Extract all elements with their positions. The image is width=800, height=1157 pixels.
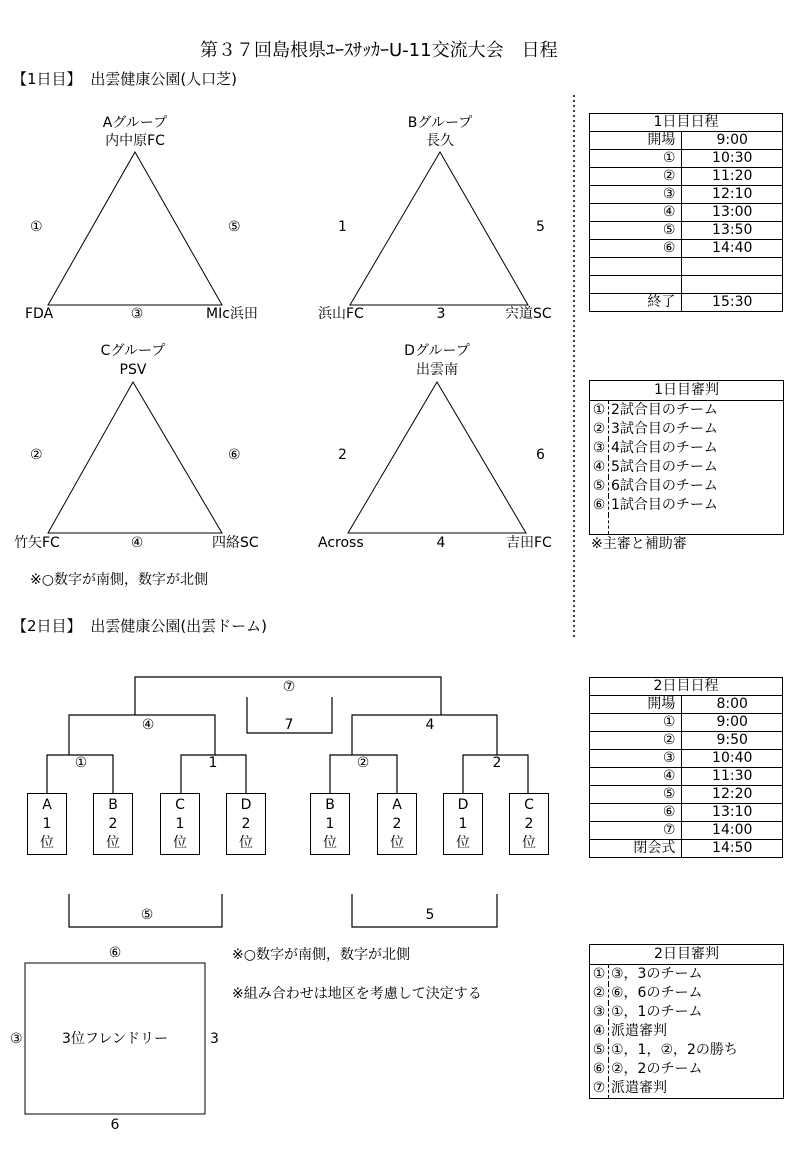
schedule-row (590, 786, 783, 804)
final-south-num: ⑦ (282, 679, 296, 695)
schedule-key: ① (590, 150, 682, 168)
friendly-bottom-num: 6 (110, 1117, 120, 1133)
schedule-key: ③ (590, 186, 682, 204)
group-a-name: Aグループ (102, 115, 168, 131)
referee-row (590, 984, 783, 1003)
schedule-key: ⑥ (590, 240, 682, 258)
schedule-key: 終了 (590, 294, 682, 312)
team-box (27, 793, 67, 855)
schedule-key: ④ (590, 204, 682, 222)
schedule-row (590, 714, 783, 732)
schedule-key: ② (590, 732, 682, 750)
team-box (377, 793, 417, 855)
group-b-left-num: 1 (338, 219, 347, 235)
group-d-left-num: 2 (338, 447, 347, 463)
schedule-key: ⑤ (590, 786, 682, 804)
group-b-left-team: 浜山FC (318, 306, 364, 322)
referee-assign: 2試合目のチーム (611, 402, 718, 418)
friendly-top-num: ⑥ (108, 945, 122, 961)
schedule-row (590, 222, 783, 240)
day1-venue: 出雲健康公園(人口芝) (90, 70, 238, 88)
group-a-bottom-num: ③ (130, 306, 144, 322)
schedule-row (590, 804, 783, 822)
referee-match: ② (590, 984, 609, 1003)
schedule-time: 13:00 (682, 204, 783, 222)
referee-row (590, 1060, 783, 1079)
team-box-text: 1 (325, 816, 335, 832)
referee-match: ⑤ (590, 1041, 609, 1060)
schedule-time: 10:40 (682, 750, 783, 768)
schedule-key: 開場 (590, 132, 682, 150)
group-a-top: 内中原FC (105, 133, 165, 149)
lower-left-num: ⑤ (140, 907, 154, 923)
schedule-key: 開場 (590, 696, 682, 714)
referee-row (590, 477, 783, 496)
day1-referee-box (589, 380, 784, 535)
group-c-top: PSV (119, 362, 147, 378)
team-box-text: D (240, 797, 252, 813)
referee-row (590, 1022, 783, 1041)
team-box-text: 2 (524, 816, 534, 832)
day2-schedule-title: 2日目日程 (590, 678, 783, 696)
group-d-name: Dグループ (404, 343, 470, 359)
schedule-key: 閉会式 (590, 840, 682, 858)
referee-assign: 4試合目のチーム (611, 440, 718, 456)
referee-match: ⑦ (590, 1079, 609, 1098)
schedule-key (590, 258, 682, 276)
referee-assign: 3試合目のチーム (611, 421, 718, 437)
group-a-right-num: ⑤ (228, 219, 241, 235)
team-box-text: 位 (522, 835, 536, 851)
team-box-text: 位 (173, 835, 187, 851)
group-b-right-team: 宍道SC (505, 306, 552, 322)
schedule-time: 14:00 (682, 822, 783, 840)
schedule-row (590, 132, 783, 150)
day2-referee-title: 2日目審判 (590, 945, 783, 965)
day1-label: 【1日目】 (12, 70, 82, 88)
referee-match: ⑥ (590, 1060, 609, 1079)
day1-schedule-table (589, 113, 783, 312)
referee-assign: 6試合目のチーム (611, 478, 718, 494)
schedule-time (682, 258, 783, 276)
triangle-d (348, 382, 526, 533)
team-box-text: 位 (40, 835, 54, 851)
referee-assign: 派遣審判 (611, 1023, 667, 1039)
group-c-bottom-num: ④ (130, 535, 144, 551)
day2-note1: ※○数字が南側，数字が北側 (232, 947, 410, 963)
referee-assign: ③，3のチーム (611, 966, 703, 982)
triangle-c (48, 382, 222, 533)
group-b-right-num: 5 (536, 219, 545, 235)
schedule-row (590, 240, 783, 258)
qf2-num: 1 (208, 755, 218, 771)
day2-heading (12, 619, 267, 634)
schedule-key: ③ (590, 750, 682, 768)
schedule-time: 13:50 (682, 222, 783, 240)
day2-note2: ※組み合わせは地区を考慮して決定する (232, 986, 482, 1002)
referee-match: ④ (590, 1022, 609, 1041)
referee-assign: ①，1のチーム (611, 1004, 703, 1020)
schedule-time: 9:00 (682, 714, 783, 732)
schedule-row (590, 822, 783, 840)
group-c-name: Cグループ (100, 343, 166, 359)
group-a-left-num: ① (30, 219, 43, 235)
group-a-left-team: FDA (25, 306, 54, 322)
schedule-row (590, 768, 783, 786)
schedule-row (590, 840, 783, 858)
team-box-text: D (457, 797, 469, 813)
schedule-key: ④ (590, 768, 682, 786)
team-box-text: 位 (323, 835, 337, 851)
triangle-b (350, 152, 528, 305)
schedule-key: ⑥ (590, 804, 682, 822)
referee-match: ③ (590, 1003, 609, 1022)
group-d-right-num: 6 (536, 447, 545, 463)
friendly-left-num: ③ (10, 1031, 23, 1047)
semi-left-num: ④ (141, 717, 155, 733)
referee-assign: 派遣審判 (611, 1080, 667, 1096)
day1-schedule-title: 1日目日程 (590, 114, 783, 132)
schedule-row (590, 204, 783, 222)
team-box-text: B (325, 797, 335, 813)
schedule-key: ② (590, 168, 682, 186)
team-box-text: 1 (175, 816, 185, 832)
group-b-top: 長久 (426, 133, 454, 149)
schedule-time: 13:10 (682, 804, 783, 822)
team-box-text: A (42, 797, 52, 813)
group-b-bottom-num: 3 (436, 306, 446, 322)
schedule-time: 10:30 (682, 150, 783, 168)
team-box (443, 793, 483, 855)
team-box-text: 位 (390, 835, 404, 851)
team-box (226, 793, 266, 855)
schedule-time: 11:20 (682, 168, 783, 186)
page-title: 第３７回島根県ﾕｰｽｻｯｶｰU-11交流大会 日程 (200, 40, 558, 61)
friendly-right-num: 3 (210, 1031, 219, 1047)
team-box (310, 793, 350, 855)
referee-row (590, 1041, 783, 1060)
schedule-time: 9:50 (682, 732, 783, 750)
qf4-num: 2 (492, 755, 502, 771)
schedule-key (590, 276, 682, 294)
schedule-row (590, 258, 783, 276)
team-box-text: 位 (456, 835, 470, 851)
schedule-time: 12:10 (682, 186, 783, 204)
schedule-row (590, 276, 783, 294)
referee-row (590, 1079, 783, 1098)
referee-row (590, 458, 783, 477)
schedule-time: 11:30 (682, 768, 783, 786)
friendly-label: 3位フレンドリー (62, 1031, 168, 1047)
group-c-left-num: ② (30, 447, 43, 463)
team-box-text: 位 (239, 835, 253, 851)
group-d-left-team: Across (318, 535, 364, 551)
referee-row (590, 420, 783, 439)
referee-row (590, 1003, 783, 1022)
referee-match: ⑤ (590, 477, 609, 496)
schedule-time: 14:40 (682, 240, 783, 258)
schedule-row (590, 750, 783, 768)
schedule-row (590, 168, 783, 186)
team-box-text: C (524, 797, 534, 813)
referee-match: ④ (590, 458, 609, 477)
team-box-text: 1 (42, 816, 52, 832)
team-box-text: B (108, 797, 118, 813)
qf3-num: ② (356, 755, 370, 771)
team-box (509, 793, 549, 855)
schedule-row (590, 696, 783, 714)
referee-assign: 5試合目のチーム (611, 459, 718, 475)
referee-row (590, 496, 783, 515)
referee-row (590, 401, 783, 420)
schedule-time: 14:50 (682, 840, 783, 858)
schedule-row (590, 294, 783, 312)
schedule-time: 12:20 (682, 786, 783, 804)
referee-row (590, 439, 783, 458)
group-c-right-team: 四絡SC (212, 535, 259, 551)
schedule-time: 15:30 (682, 294, 783, 312)
day1-note: ※○数字が南側，数字が北側 (30, 572, 208, 588)
referee-match: ⑥ (590, 496, 609, 515)
referee-assign: ①，1，②，2の勝ち (611, 1042, 738, 1058)
team-box-text: 2 (241, 816, 251, 832)
schedule-key: ① (590, 714, 682, 732)
referee-row (590, 965, 783, 984)
referee-match: ① (590, 965, 609, 984)
group-d-bottom-num: 4 (436, 535, 446, 551)
referee-match: ① (590, 401, 609, 420)
team-box-text: C (175, 797, 185, 813)
team-box-text: 2 (392, 816, 402, 832)
group-d-right-team: 吉田FC (506, 535, 552, 551)
group-b-name: Bグループ (407, 115, 473, 131)
day1-heading (12, 72, 237, 87)
referee-assign: ⑥，6のチーム (611, 985, 703, 1001)
schedule-row (590, 150, 783, 168)
day1-referee-footnote: ※主審と補助審 (591, 536, 687, 552)
referee-match: ② (590, 420, 609, 439)
schedule-row (590, 186, 783, 204)
referee-match: ③ (590, 439, 609, 458)
day2-schedule-table (589, 677, 783, 858)
team-box (93, 793, 133, 855)
day1-referee-title: 1日目審判 (590, 381, 783, 401)
team-box-text: A (392, 797, 402, 813)
team-box-text: 2 (108, 816, 118, 832)
team-box-text: 位 (106, 835, 120, 851)
schedule-row (590, 732, 783, 750)
lower-right-num: 5 (425, 907, 435, 923)
schedule-key: ⑦ (590, 822, 682, 840)
triangle-a (48, 152, 222, 305)
final-north-num: 7 (284, 717, 294, 733)
group-a-right-team: MIc浜田 (206, 306, 258, 322)
day2-venue: 出雲健康公園(出雲ドーム) (90, 617, 268, 635)
team-box-text: 1 (458, 816, 468, 832)
group-d-top: 出雲南 (416, 362, 458, 378)
team-box (160, 793, 200, 855)
group-c-right-num: ⑥ (228, 447, 241, 463)
schedule-time: 8:00 (682, 696, 783, 714)
referee-assign: ②，2のチーム (611, 1061, 703, 1077)
day2-referee-box (589, 944, 784, 1099)
schedule-time (682, 276, 783, 294)
semi-right-num: 4 (425, 717, 435, 733)
group-c-left-team: 竹矢FC (14, 535, 60, 551)
day2-label: 【2日目】 (12, 617, 82, 635)
schedule-key: ⑤ (590, 222, 682, 240)
referee-assign: 1試合目のチーム (611, 497, 718, 513)
schedule-time: 9:00 (682, 132, 783, 150)
qf1-num: ① (74, 755, 88, 771)
